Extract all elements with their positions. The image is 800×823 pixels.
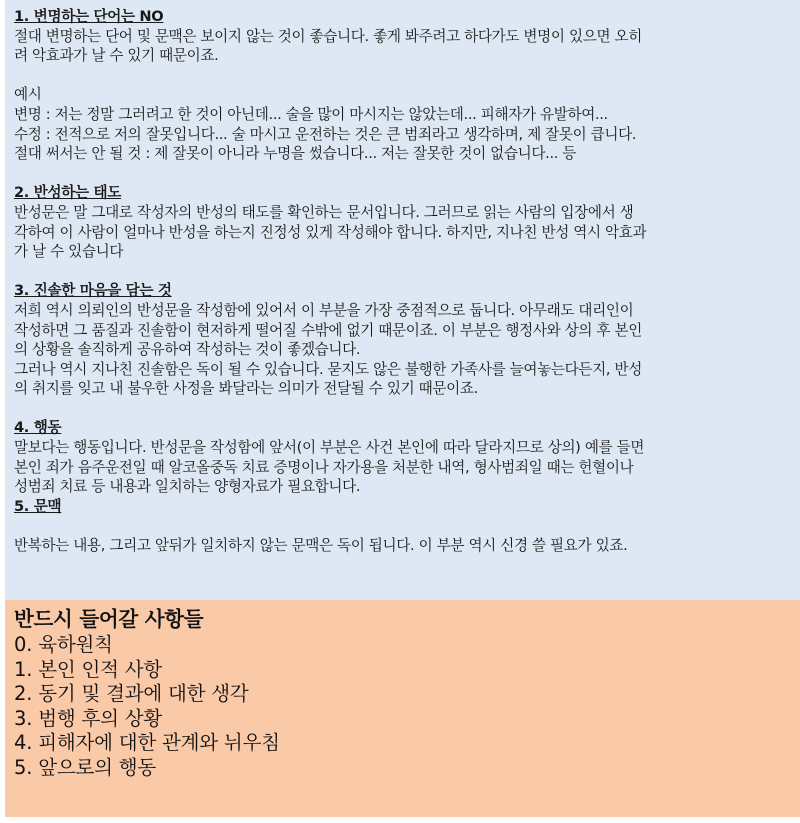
section-4-text: 본인 죄가 음주운전일 때 알코올중독 치료 증명이나 자가용을 처분한 내역, 형사범죄일 때는 헌혈이나 (14, 458, 634, 476)
section-2-text: 각하여 이 사람이 얼마나 반성을 하는지 진정성 있게 작성해야 합니다. 하지만, 지나친 반성 역시 악효과 (14, 223, 647, 241)
example-line: 수정 : 전적으로 저의 잘못입니다... 술 마시고 운전하는 것은 큰 범죄라고 생각하며, 제 잘못이 큽니다. (14, 125, 637, 143)
required-item: 4. 피해자에 대한 관계와 뉘우침 (14, 731, 280, 755)
section-5-title: 5. 문맥 (14, 497, 62, 515)
section-5 (14, 497, 800, 556)
required-item: 1. 본인 인적 사항 (14, 657, 163, 681)
section-3 (14, 281, 800, 399)
example-line: 변명 : 저는 정말 그러려고 한 것이 아닌데... 술을 많이 마시지는 않았는데... 피해자가 유발하여... (14, 105, 608, 123)
section-2-title: 2. 반성하는 태도 (14, 184, 121, 202)
section-5-text: 반복하는 내용, 그리고 앞뒤가 일치하지 않는 문맥은 독이 됩니다. 이 부분 역시 신경 쓸 필요가 있죠. (14, 537, 628, 555)
section-3-text: 의 상황을 솔직하게 공유하여 작성하는 것이 좋겠습니다. (14, 341, 361, 359)
section-4-text: 성범죄 치료 등 내용과 일치하는 양형자료가 필요합니다. (14, 478, 361, 496)
section-2 (14, 183, 800, 261)
section-1-text: 려 악효과가 날 수 있기 때문이죠. (14, 47, 219, 65)
required-items-title: 반드시 들어갈 사항들 (14, 607, 204, 631)
example-line: 절대 써서는 안 될 것 : 제 잘못이 아니라 누명을 썼습니다... 저는 잘못한 것이 없습니다... 등 (14, 145, 577, 163)
section-1-text: 절대 변명하는 단어 및 문맥은 보이지 않는 것이 좋습니다. 좋게 봐주려고 하다가도 변명이 있으면 오히 (14, 27, 642, 45)
section-3-title: 3. 진솔한 마음을 담는 것 (14, 282, 172, 300)
required-item: 2. 동기 및 결과에 대한 생각 (14, 682, 249, 706)
required-item: 0. 육하원칙 (14, 633, 113, 656)
section-3-text: 작성하면 그 품질과 진솔함이 현저하게 떨어질 수밖에 없기 때문이죠. 이 부분은 행정사와 상의 후 본인 (14, 321, 642, 339)
section-3-text: 의 취지를 잊고 내 불우한 사정을 봐달라는 의미가 전달될 수 있기 때문이죠. (14, 380, 478, 398)
section-1 (14, 7, 800, 164)
section-4-title: 4. 행동 (14, 419, 62, 437)
section-3-text: 저희 역시 의뢰인의 반성문을 작성함에 있어서 이 부분을 가장 중점적으로 둡니다. 아무래도 대리인이 (14, 301, 634, 319)
required-item: 5. 앞으로의 행동 (14, 755, 157, 779)
section-2-text: 반성문은 말 그대로 작성자의 반성의 태도를 확인하는 문서입니다. 그러므로 읽는 사람의 입장에서 생 (14, 203, 634, 221)
section-4-text: 말보다는 행동입니다. 반성문을 작성함에 앞서(이 부분은 사건 본인에 따라 달라지므로 상의) 예를 들면 (14, 439, 645, 457)
section-2-text: 가 날 수 있습니다 (14, 243, 124, 261)
required-items-panel (5, 600, 800, 817)
section-1-title: 1. 변명하는 단어는 NO (14, 8, 164, 25)
guidelines-panel (5, 0, 800, 600)
required-item: 3. 범행 후의 상황 (14, 706, 163, 730)
section-3-text: 그러나 역시 지나친 진솔함은 독이 될 수 있습니다. 묻지도 않은 불행한 가족사를 늘여놓는다든지, 반성 (14, 360, 642, 378)
example-label: 예시 (14, 86, 42, 104)
section-4 (14, 418, 800, 496)
